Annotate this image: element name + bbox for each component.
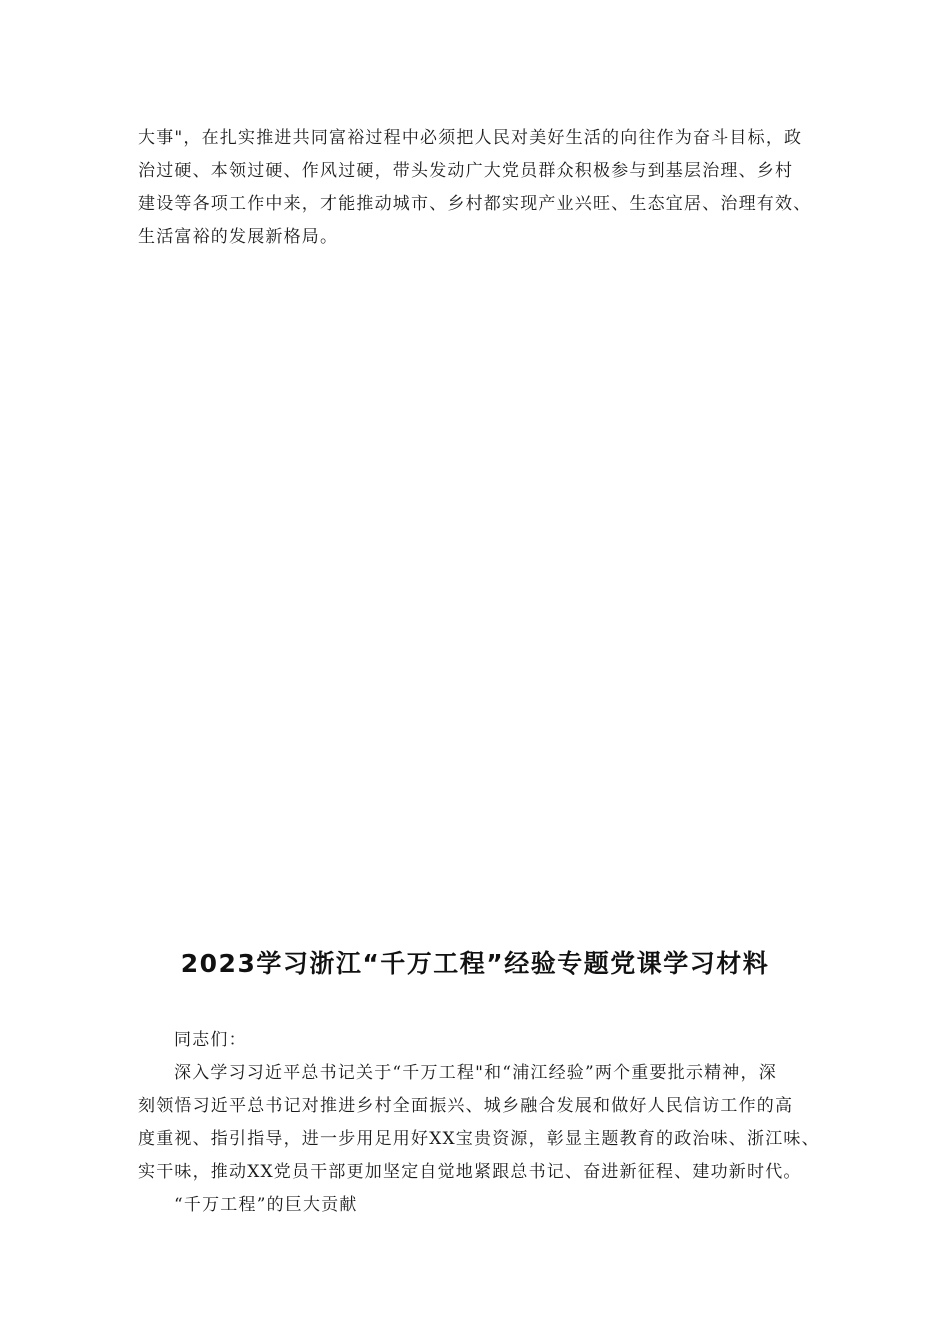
section-heading: “千万工程”的巨大贡献 [174, 1195, 358, 1215]
paragraph-line: 刻领悟习近平总书记对推进乡村全面振兴、城乡融合发展和做好人民信访工作的高 [138, 1096, 794, 1116]
salutation: 同志们： [174, 1030, 247, 1050]
paragraph-line: 建设等各项工作中来，才能推动城市、乡村都实现产业兴旺、生态宜居、治理有效、 [138, 194, 812, 214]
paragraph-line: 实干味，推动XX党员干部更加坚定自觉地紧跟总书记、奋进新征程、建功新时代。 [138, 1162, 802, 1182]
paragraph-line: 度重视、指引指导，进一步用足用好XX宝贵资源，彰显主题教育的政治味、浙江味、 [138, 1129, 820, 1149]
document-title: 2023学习浙江“千万工程”经验专题党课学习材料 [180, 949, 770, 978]
paragraph-line: 生活富裕的发展新格局。 [138, 227, 339, 247]
paragraph-line: 治过硬、本领过硬、作风过硬，带头发动广大党员群众积极参与到基层治理、乡村 [138, 161, 794, 181]
paragraph-line: 深入学习习近平总书记关于“千万工程"和“浦江经验”两个重要批示精神，深 [174, 1063, 777, 1083]
continued-paragraph [138, 122, 854, 254]
document-body [138, 1024, 854, 1222]
paragraph-line: 大事"，在扎实推进共同富裕过程中必须把人民对美好生活的向往作为奋斗目标，政 [138, 128, 803, 148]
